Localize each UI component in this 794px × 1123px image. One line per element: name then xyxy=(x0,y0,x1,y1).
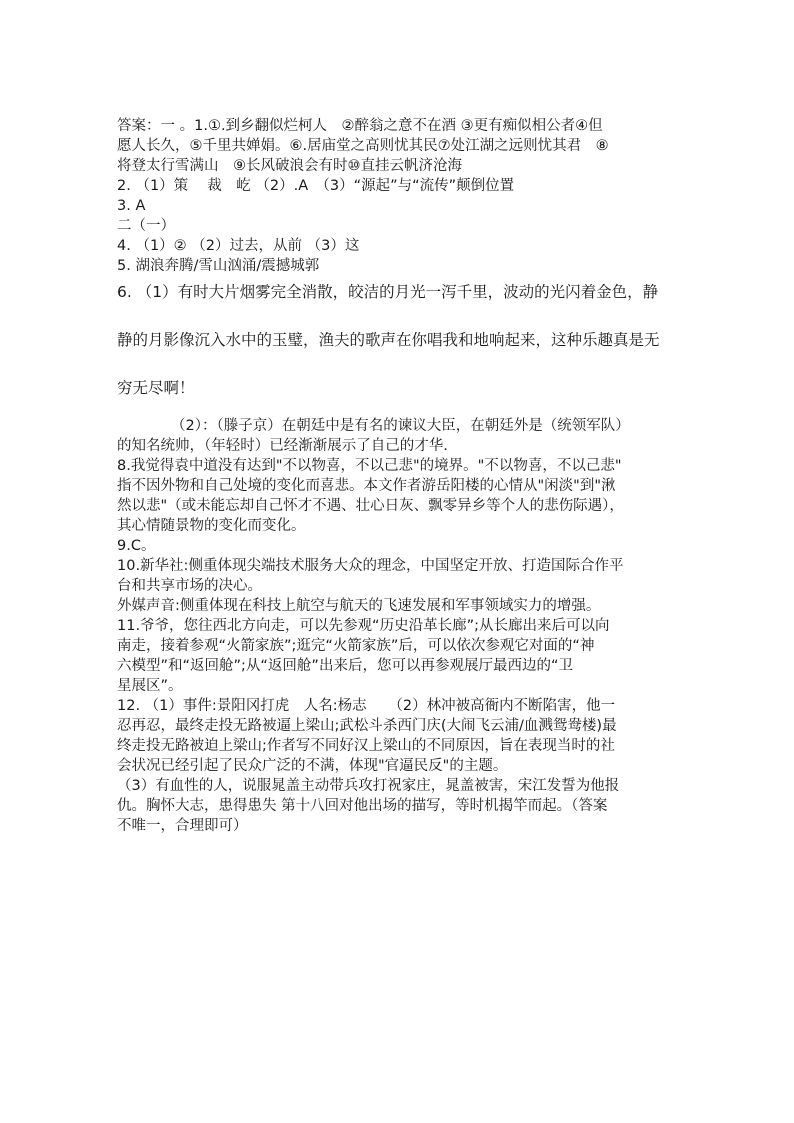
answer-line: 3. A xyxy=(117,198,146,214)
answer-line: 指不因外物和自己处境的变化而喜悲。本文作者游岳阳楼的心情从"闲淡"到"湫 xyxy=(117,478,616,494)
q6-line-3: 穷无尽啊！ xyxy=(117,379,195,397)
answer-line: （3）有血性的人，说服晁盖主动带兵攻打祝家庄，晁盖被害，宋江发誓为他报 xyxy=(117,778,620,794)
answer-line: 不唯一，合理即可） xyxy=(117,818,248,834)
answer-line: 终走投无路被迫上梁山;作者写不同好汉上梁山的不同原因，旨在表现当时的社 xyxy=(117,738,615,754)
answer-line: 会状况已经引起了民众广泛的不满，体现"官逼民反"的主题。 xyxy=(117,758,508,774)
answer-line: 8.我觉得袁中道没有达到"不以物喜，不以己悲"的境界。"不以物喜，不以己悲" xyxy=(117,458,622,474)
q6-line-2: 静的月影像沉入水中的玉璧，渔夫的歌声在你唱我和地响起来，这种乐趣真是无 xyxy=(117,331,660,349)
answer-line: 11.爷爷，您往西北方向走，可以先参观“历史沿革长廊”;从长廊出来后可以向 xyxy=(117,618,610,634)
answer-line: 10.新华社:侧重体现尖端技术服务大众的理念，中国坚定开放、打造国际合作平 xyxy=(117,558,624,574)
answer-line: 忍再忍，最终走投无路被逼上梁山;武松斗杀西门庆(大闹飞云浦/血溅鸳鸯楼)最 xyxy=(117,718,617,734)
answer-line: （2）：（滕子京）在朝廷中是有名的谏议大臣，在朝廷外是（统领军队） xyxy=(171,418,630,434)
answer-line: 星展区”。 xyxy=(117,678,183,694)
answer-line: 9.C。 xyxy=(117,538,156,554)
answer-line: 的知名统帅，（年轻时）已经渐渐展示了自己的才华. xyxy=(117,438,448,454)
answer-line: 2. （1）策 裁 屹 （2）.A （3）“源起”与“流传”颠倒位置 xyxy=(117,178,515,194)
answer-line: 仇。胸怀大志，患得患失 第十八回对他出场的描写，等时机揭竿而起。（答案 xyxy=(117,798,608,814)
answer-line: 愿人长久，⑤千里共婵娟。⑥.居庙堂之高则忧其民⑦处江湖之远则忧其君 ⑧ xyxy=(117,138,609,154)
answer-document xyxy=(117,116,682,836)
answer-line: 将登太行雪满山 ⑨长风破浪会有时⑩直挂云帆济沧海 xyxy=(117,158,462,174)
answer-line: 六模型”和“返回舱”;从“返回舱”出来后，您可以再参观展厅最西边的“卫 xyxy=(117,658,573,674)
answer-q6-block xyxy=(117,282,682,398)
answer-line: 南走，接着参观“火箭家族”;逛完“火箭家族”后，可以依次参观它对面的“神 xyxy=(117,638,595,654)
answer-line: 4. （1）② （2）过去，从前 （3）这 xyxy=(117,238,360,254)
q6-line-1: 6. （1）有时大片烟雾完全消散，皎洁的月光一泻千里，波动的光闪着金色，静 xyxy=(117,283,659,301)
answer-line: 然以悲"（或未能忘却自己怀才不遇、壮心日灰、飘零异乡等个人的悲伤际遇）， xyxy=(117,498,624,514)
answer-line: 二（一） xyxy=(117,218,175,234)
answer-section-two xyxy=(117,416,682,836)
answer-line: 台和共享市场的决心。 xyxy=(117,578,262,594)
answer-section-one xyxy=(117,116,682,276)
answer-line: 外媒声音:侧重体现在科技上航空与航天的飞速发展和军事领域实力的增强。 xyxy=(117,598,601,614)
answer-line: 5. 湖浪奔腾/雪山汹涌/震撼城郭 xyxy=(117,258,320,274)
answer-line: 答案：一 。1.①.到乡翻似烂柯人 ②醉翁之意不在酒 ③更有痴似相公者④但 xyxy=(117,118,603,134)
answer-line: 其心情随景物的变化而变化。 xyxy=(117,518,306,534)
answer-line: 12. （1）事件:景阳冈打虎 人名:杨志 （2）林冲被高衙内不断陷害，他一 xyxy=(117,698,616,714)
